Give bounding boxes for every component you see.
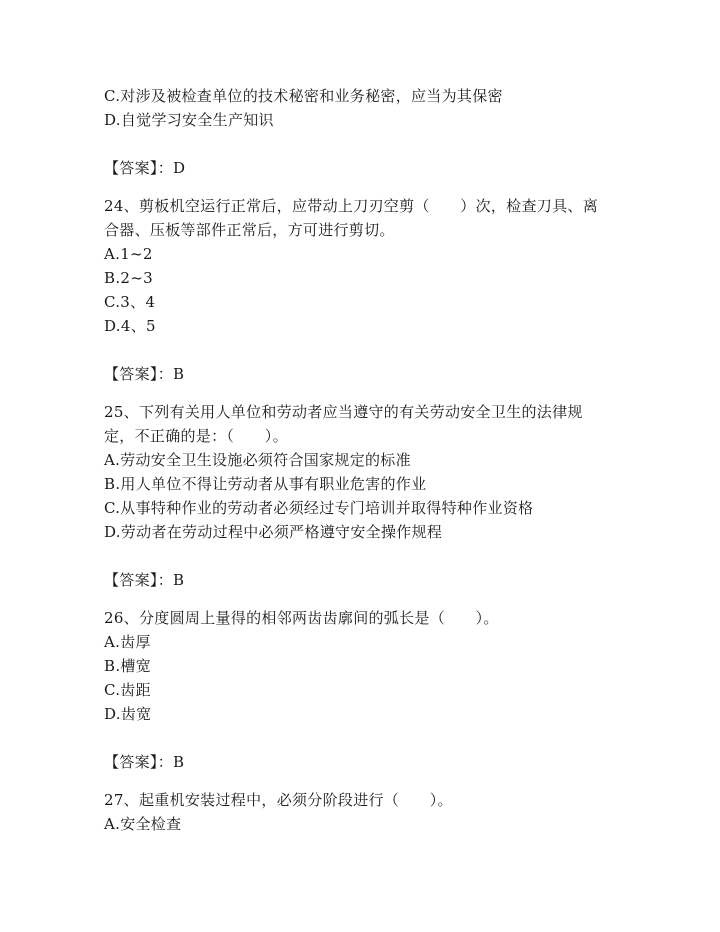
option-d: D.齿宽	[104, 705, 152, 723]
option-b: B.用人单位不得让劳动者从事有职业危害的作业	[104, 475, 427, 493]
question-26	[104, 606, 624, 774]
question-24	[104, 194, 624, 386]
option-c: C.从事特种作业的劳动者必须经过专门培训并取得特种作业资格	[104, 499, 534, 517]
answer-line: 【答案】：B	[104, 571, 185, 589]
option-a: A.齿厚	[104, 633, 151, 651]
option-a: A.劳动安全卫生设施必须符合国家规定的标准	[104, 451, 411, 469]
option-d: D.劳动者在劳动过程中必须严格遵守安全操作规程	[104, 523, 443, 541]
question-text: 27、起重机安装过程中，必须分阶段进行（ ）。	[104, 791, 453, 809]
document-page	[104, 84, 624, 836]
option-b: B.2~3	[104, 269, 153, 287]
option-c: C.3、4	[104, 293, 156, 311]
carry-over-block	[104, 84, 624, 180]
answer-line: 【答案】：D	[104, 159, 186, 177]
answer-line: 【答案】：B	[104, 365, 185, 383]
option-a: A.1~2	[104, 245, 153, 263]
question-25	[104, 400, 624, 592]
question-text: 26、分度圆周上量得的相邻两齿齿廓间的弧长是（ ）。	[104, 609, 499, 627]
option-b: B.槽宽	[104, 657, 151, 675]
option-c: C.对涉及被检查单位的技术秘密和业务秘密，应当为其保密	[104, 87, 503, 105]
answer-line: 【答案】：B	[104, 753, 185, 771]
option-d: D.4、5	[104, 317, 156, 335]
option-d: D.自觉学习安全生产知识	[104, 111, 274, 129]
question-text: 24、剪板机空运行正常后，应带动上刀刃空剪（ ）次，检查刀具、离合器、压板等部件正常后，方可进行剪切。	[104, 197, 598, 239]
question-27	[104, 788, 624, 836]
question-text: 25、下列有关用人单位和劳动者应当遵守的有关劳动安全卫生的法律规定，不正确的是：（ ）。	[104, 403, 583, 445]
option-c: C.齿距	[104, 681, 151, 699]
option-a: A.安全检查	[104, 815, 182, 833]
